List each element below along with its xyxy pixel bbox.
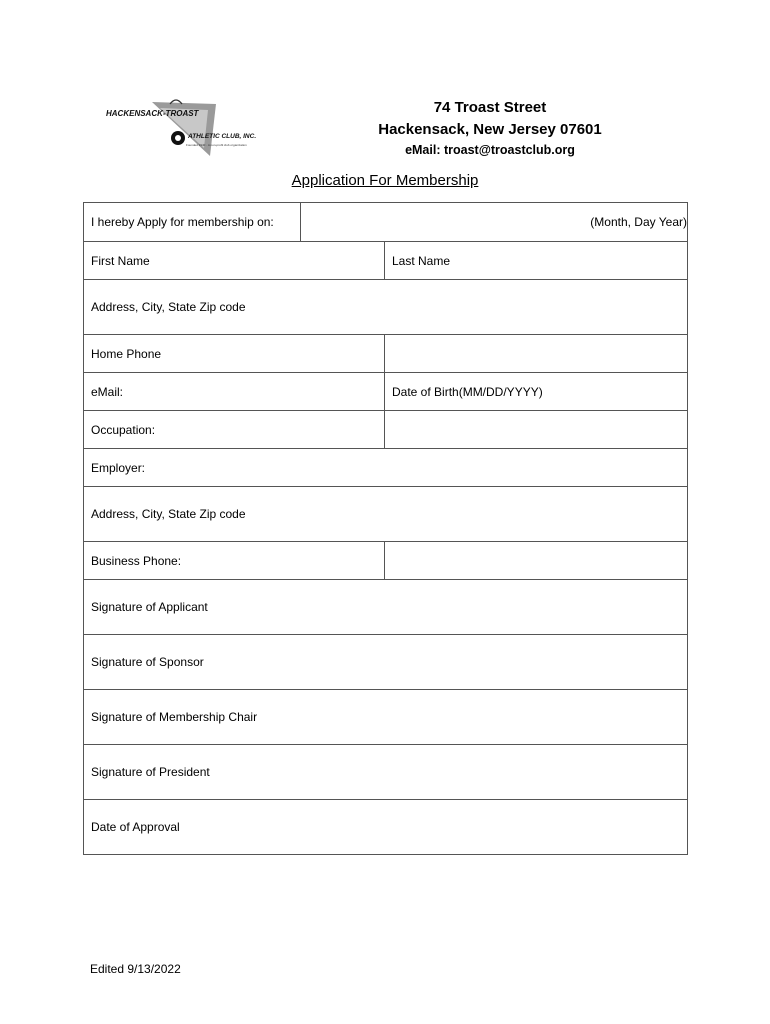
form-title: Application For Membership: [291, 172, 479, 189]
apply-date-label: I hereby Apply for membership on:: [84, 203, 301, 242]
business-phone-field[interactable]: Business Phone:: [84, 542, 385, 580]
logo-subname: ATHLETIC CLUB, INC.: [188, 133, 257, 140]
email-field[interactable]: eMail:: [84, 373, 385, 411]
membership-chair-signature-field[interactable]: Signature of Membership Chair: [84, 690, 688, 745]
club-logo: [104, 98, 276, 158]
occupation-value[interactable]: [385, 411, 688, 449]
applicant-signature-field[interactable]: Signature of Applicant: [84, 580, 688, 635]
occupation-field[interactable]: Occupation:: [84, 411, 385, 449]
club-logo-graphic: [104, 98, 276, 158]
home-phone-value[interactable]: [385, 335, 688, 373]
home-phone-field[interactable]: Home Phone: [84, 335, 385, 373]
logo-tagline: Founded 1940 · A non-profit club organization: [186, 143, 247, 147]
membership-form: [83, 202, 688, 855]
sponsor-signature-field[interactable]: Signature of Sponsor: [84, 635, 688, 690]
address-city: Hackensack, New Jersey 07601: [378, 121, 602, 138]
president-signature-field[interactable]: Signature of President: [84, 745, 688, 800]
first-name-field[interactable]: First Name: [84, 242, 385, 280]
logo-name: HACKENSACK-TROAST: [106, 109, 199, 118]
edited-date: Edited 9/13/2022: [90, 962, 181, 976]
last-name-field[interactable]: Last Name: [385, 242, 688, 280]
employer-field[interactable]: Employer:: [84, 449, 688, 487]
approval-date-field[interactable]: Date of Approval: [84, 800, 688, 855]
address-street: 74 Troast Street: [433, 99, 547, 116]
date-of-birth-field[interactable]: Date of Birth(MM/DD/YYYY): [385, 373, 688, 411]
contact-email: eMail: troast@troastclub.org: [405, 143, 575, 157]
apply-date-field[interactable]: (Month, Day Year): [301, 203, 688, 242]
business-phone-value[interactable]: [385, 542, 688, 580]
home-address-field[interactable]: Address, City, State Zip code: [84, 280, 688, 335]
employer-address-field[interactable]: Address, City, State Zip code: [84, 487, 688, 542]
